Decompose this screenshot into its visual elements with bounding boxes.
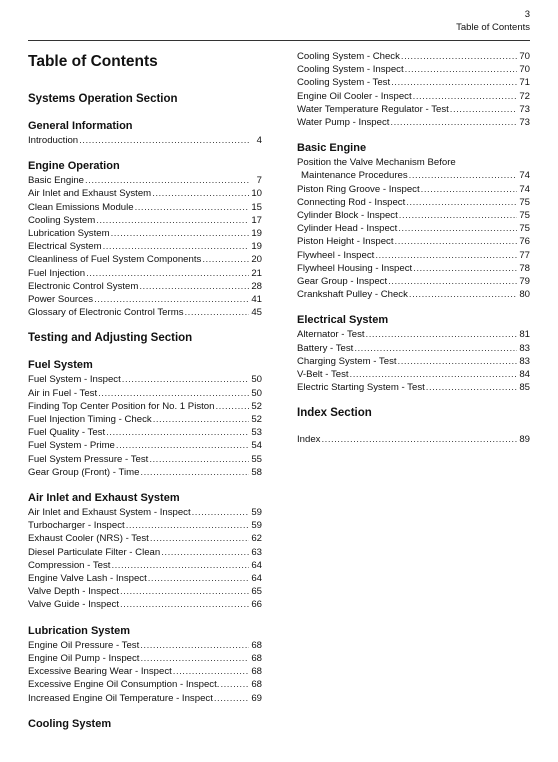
section-title-systems-operation: Systems Operation Section bbox=[28, 93, 178, 105]
dot-leader bbox=[120, 598, 249, 611]
dot-leader bbox=[401, 50, 517, 63]
group-cooling-system bbox=[28, 717, 262, 732]
toc-entry-label: Air Inlet and Exhaust System bbox=[28, 188, 152, 200]
toc-entry-page: 15 bbox=[251, 201, 262, 213]
dot-leader bbox=[139, 280, 249, 293]
toc-entry[interactable] bbox=[28, 506, 262, 519]
toc-entry[interactable] bbox=[28, 678, 262, 691]
dot-leader bbox=[85, 174, 249, 187]
toc-entry[interactable] bbox=[297, 262, 530, 275]
group-cooling-system-continued bbox=[297, 50, 530, 129]
toc-entry-label: Cooling System - Check bbox=[297, 51, 400, 62]
dot-leader bbox=[202, 253, 249, 266]
left-column bbox=[28, 50, 262, 744]
toc-entry-label: Fuel System - Prime bbox=[28, 440, 115, 452]
toc-entry-label: Turbocharger - Inspect bbox=[28, 520, 125, 532]
toc-entry-label: Electrical System bbox=[28, 241, 102, 253]
group-title: Electrical System bbox=[297, 314, 389, 327]
group-general-information bbox=[28, 119, 262, 147]
dot-leader bbox=[140, 466, 249, 479]
dot-leader bbox=[140, 652, 249, 665]
group-electrical-system bbox=[297, 313, 530, 394]
toc-entry[interactable] bbox=[297, 76, 530, 89]
toc-entry[interactable] bbox=[28, 466, 262, 479]
dot-leader bbox=[395, 235, 517, 248]
dot-leader bbox=[120, 585, 249, 598]
dot-leader bbox=[111, 227, 249, 240]
toc-entry-page: 28 bbox=[251, 280, 262, 292]
toc-entry-page: 77 bbox=[519, 249, 530, 261]
toc-entry-page: 52 bbox=[251, 414, 262, 426]
toc-entry[interactable] bbox=[28, 400, 262, 413]
toc-entry-label: Power Sources bbox=[28, 294, 94, 306]
toc-entry-label: Engine Oil Cooler - Inspect bbox=[297, 90, 412, 102]
toc-entry-label: Clean Emissions Module bbox=[28, 201, 134, 213]
toc-entry[interactable] bbox=[28, 598, 262, 611]
toc-entry-label: Flywheel Housing - Inspect bbox=[297, 262, 413, 274]
dot-leader bbox=[161, 546, 249, 559]
toc-entry[interactable] bbox=[28, 426, 262, 439]
toc-entry-label: Index bbox=[297, 434, 321, 446]
dot-leader bbox=[116, 439, 249, 452]
dot-leader bbox=[153, 413, 249, 426]
toc-entry[interactable] bbox=[28, 293, 262, 306]
toc-entry[interactable] bbox=[28, 532, 262, 545]
toc-entry-page: 59 bbox=[251, 507, 262, 519]
toc-entry[interactable] bbox=[297, 288, 530, 301]
toc-entry-label: Exhaust Cooler (NRS) - Test bbox=[28, 533, 149, 545]
toc-entry[interactable] bbox=[297, 355, 530, 368]
dot-leader bbox=[409, 169, 517, 182]
toc-entry-page: 83 bbox=[519, 342, 530, 354]
toc-entry[interactable] bbox=[297, 368, 530, 381]
dot-leader bbox=[215, 400, 249, 413]
toc-entry-page: 21 bbox=[251, 267, 262, 279]
toc-entry[interactable] bbox=[28, 174, 262, 187]
toc-entry-label: Connecting Rod - Inspect bbox=[297, 196, 406, 208]
dot-leader bbox=[350, 368, 517, 381]
dot-leader bbox=[126, 519, 249, 532]
group-title: Cooling System bbox=[28, 717, 112, 730]
dot-leader bbox=[405, 63, 517, 76]
toc-entry-page: 74 bbox=[519, 183, 530, 195]
toc-entry[interactable] bbox=[297, 50, 530, 63]
toc-entry-page: 78 bbox=[519, 262, 530, 274]
toc-entry-page: 50 bbox=[251, 374, 262, 386]
toc-entry-page: 45 bbox=[251, 307, 262, 319]
dot-leader bbox=[426, 381, 517, 394]
toc-entry-page: 64 bbox=[251, 573, 262, 585]
group-engine-operation bbox=[28, 159, 262, 319]
toc-entry-label: Gear Group - Inspect bbox=[297, 276, 388, 288]
toc-entry-label: Charging System - Test bbox=[297, 355, 397, 367]
toc-entry[interactable] bbox=[297, 433, 530, 446]
toc-entry-label: Piston Ring Groove - Inspect bbox=[297, 183, 420, 195]
toc-entry-page: 75 bbox=[519, 223, 530, 235]
group-fuel-system bbox=[28, 358, 262, 479]
toc-entry-page: 17 bbox=[251, 214, 262, 226]
dot-leader bbox=[150, 532, 249, 545]
toc-entry-page: 70 bbox=[519, 64, 530, 76]
toc-entry-page: 83 bbox=[519, 355, 530, 367]
toc-entry[interactable] bbox=[297, 116, 530, 129]
dot-leader bbox=[86, 267, 249, 280]
toc-entry-label: Piston Height - Inspect bbox=[297, 236, 394, 248]
toc-entry-page: 55 bbox=[251, 453, 262, 465]
page-number: 3 bbox=[524, 9, 530, 20]
toc-entry[interactable] bbox=[28, 546, 262, 559]
toc-entry-label: Water Temperature Regulator - Test bbox=[297, 103, 449, 115]
toc-entry[interactable] bbox=[297, 63, 530, 76]
toc-entry[interactable] bbox=[28, 559, 262, 572]
toc-entry-label: V-Belt - Test bbox=[297, 369, 349, 381]
toc-entry-page: 58 bbox=[251, 466, 262, 478]
toc-entry-page: 74 bbox=[519, 170, 530, 182]
toc-entry[interactable] bbox=[28, 692, 262, 705]
toc-entry-label: Fuel Quality - Test bbox=[28, 427, 106, 439]
toc-entry-page: 69 bbox=[251, 692, 262, 704]
dot-leader bbox=[185, 306, 249, 319]
toc-entry-page: 63 bbox=[251, 546, 262, 558]
toc-entry-label: Electronic Control System bbox=[28, 280, 139, 292]
dot-leader bbox=[399, 209, 517, 222]
toc-entry[interactable] bbox=[28, 134, 262, 147]
section-title-testing-adjusting: Testing and Adjusting Section bbox=[28, 332, 193, 345]
toc-entry-page: 7 bbox=[256, 175, 262, 187]
toc-entry-label: Battery - Test bbox=[297, 342, 354, 354]
dot-leader bbox=[94, 293, 249, 306]
toc-entry-label: Cylinder Head - Inspect bbox=[297, 223, 398, 235]
toc-entry-page: 68 bbox=[251, 679, 262, 691]
toc-entry-page: 19 bbox=[251, 228, 262, 240]
group-title: Lubrication System bbox=[28, 624, 131, 637]
group-index-section bbox=[297, 406, 530, 446]
toc-entry-label: Introduction bbox=[28, 135, 79, 146]
dot-leader bbox=[98, 387, 249, 400]
toc-entry-page: 54 bbox=[251, 440, 262, 452]
toc-entry-label: Glossary of Electronic Control Terms bbox=[28, 307, 184, 319]
dot-leader bbox=[398, 355, 517, 368]
toc-entry-label: Maintenance Procedures bbox=[301, 170, 408, 182]
dot-leader bbox=[391, 76, 517, 89]
dot-leader bbox=[388, 275, 517, 288]
toc-entry-page: 81 bbox=[519, 329, 530, 341]
toc-entry-page: 20 bbox=[251, 254, 262, 266]
toc-entry-label: Water Pump - Inspect bbox=[297, 117, 390, 129]
toc-entry[interactable] bbox=[28, 639, 262, 652]
toc-entry[interactable] bbox=[297, 156, 530, 182]
toc-entry-page: 71 bbox=[519, 77, 530, 89]
dot-leader bbox=[366, 328, 517, 341]
toc-entry[interactable] bbox=[297, 328, 530, 341]
dot-leader bbox=[421, 183, 517, 196]
toc-entry-label: Fuel Injection bbox=[28, 267, 86, 279]
toc-entry-page: 53 bbox=[251, 427, 262, 439]
group-basic-engine bbox=[297, 141, 530, 301]
toc-entry-page: 52 bbox=[251, 400, 262, 412]
toc-entry-label: Alternator - Test bbox=[297, 329, 365, 341]
toc-entry-label: Compression - Test bbox=[28, 559, 111, 571]
dot-leader bbox=[152, 187, 249, 200]
toc-entry-label: Finding Top Center Position for No. 1 Piston bbox=[28, 400, 215, 412]
toc-entry[interactable] bbox=[297, 235, 530, 248]
toc-entry-label: Electric Starting System - Test bbox=[297, 382, 425, 394]
toc-entry-page: 59 bbox=[251, 520, 262, 532]
toc-entry[interactable] bbox=[28, 227, 262, 240]
toc-entry-page: 64 bbox=[251, 559, 262, 571]
toc-entry[interactable] bbox=[297, 222, 530, 235]
toc-entry-page: 73 bbox=[519, 117, 530, 129]
toc-entry[interactable] bbox=[28, 240, 262, 253]
toc-entry[interactable] bbox=[28, 453, 262, 466]
toc-entry[interactable] bbox=[28, 267, 262, 280]
toc-entry-page: 84 bbox=[519, 369, 530, 381]
dot-leader bbox=[321, 433, 517, 446]
toc-entry[interactable] bbox=[297, 196, 530, 209]
header-rule bbox=[28, 40, 530, 41]
page-header bbox=[456, 8, 530, 34]
dot-leader bbox=[413, 90, 517, 103]
toc-entry[interactable] bbox=[297, 381, 530, 394]
dot-leader bbox=[106, 426, 249, 439]
toc-entry[interactable] bbox=[28, 519, 262, 532]
group-title: Basic Engine bbox=[297, 142, 367, 155]
toc-entry-label: Cleanliness of Fuel System Components bbox=[28, 254, 202, 266]
dot-leader bbox=[413, 262, 517, 275]
toc-entry-label: Valve Depth - Inspect bbox=[28, 586, 120, 598]
toc-entry-label: Excessive Bearing Wear - Inspect bbox=[28, 666, 172, 678]
dot-leader bbox=[111, 559, 249, 572]
group-title: Fuel System bbox=[28, 359, 93, 372]
toc-entry-page: 50 bbox=[251, 387, 262, 399]
running-title: Table of Contents bbox=[456, 22, 530, 33]
toc-entry-label: Diesel Particulate Filter - Clean bbox=[28, 546, 161, 558]
toc-entry-page: 10 bbox=[251, 188, 262, 200]
dot-leader bbox=[214, 692, 249, 705]
toc-entry[interactable] bbox=[28, 585, 262, 598]
dot-leader bbox=[79, 134, 249, 147]
toc-entry-page: 62 bbox=[251, 533, 262, 545]
toc-entry-label: Crankshaft Pulley - Check bbox=[297, 289, 408, 301]
dot-leader bbox=[390, 116, 517, 129]
page-title: Table of Contents bbox=[28, 53, 158, 70]
toc-entry[interactable] bbox=[297, 209, 530, 222]
toc-entry-label: Engine Valve Lash - Inspect bbox=[28, 573, 147, 585]
dot-leader bbox=[135, 201, 249, 214]
toc-entry-label: Excessive Engine Oil Consumption - Inspect. bbox=[28, 679, 220, 691]
dot-leader bbox=[450, 103, 517, 116]
toc-entry[interactable] bbox=[28, 665, 262, 678]
dot-leader bbox=[406, 196, 517, 209]
toc-entry[interactable] bbox=[297, 183, 530, 196]
toc-entry-page: 80 bbox=[519, 289, 530, 301]
toc-entry-label: Basic Engine bbox=[28, 175, 84, 187]
toc-entry-label: Fuel System Pressure - Test bbox=[28, 453, 149, 465]
group-title: General Information bbox=[28, 120, 133, 132]
toc-entry-page: 41 bbox=[251, 294, 262, 306]
dot-leader bbox=[140, 639, 249, 652]
toc-entry-page: 4 bbox=[256, 135, 262, 146]
toc-entry-page: 66 bbox=[251, 599, 262, 611]
toc-entry-page: 73 bbox=[519, 103, 530, 115]
toc-entry-label: Cylinder Block - Inspect bbox=[297, 210, 398, 222]
toc-entry[interactable] bbox=[28, 572, 262, 585]
group-lubrication-system bbox=[28, 624, 262, 705]
toc-entry-page: 19 bbox=[251, 241, 262, 253]
right-column bbox=[297, 50, 530, 459]
toc-entry-page: 70 bbox=[519, 51, 530, 62]
toc-entry-label: Cooling System - Inspect bbox=[297, 64, 404, 76]
toc-entry-label: Fuel Injection Timing - Check bbox=[28, 414, 152, 426]
group-title: Engine Operation bbox=[28, 160, 120, 173]
toc-entry-page: 68 bbox=[251, 652, 262, 664]
toc-entry[interactable] bbox=[28, 439, 262, 452]
toc-entry-label: Air in Fuel - Test bbox=[28, 387, 98, 399]
toc-entry[interactable] bbox=[297, 249, 530, 262]
toc-entry[interactable] bbox=[28, 187, 262, 200]
toc-entry-label: Flywheel - Inspect bbox=[297, 249, 375, 261]
section-title-index: Index Section bbox=[297, 407, 372, 420]
dot-leader bbox=[122, 373, 249, 386]
toc-entry[interactable] bbox=[297, 275, 530, 288]
toc-entry[interactable] bbox=[28, 652, 262, 665]
toc-entry[interactable] bbox=[28, 280, 262, 293]
toc-entry[interactable] bbox=[297, 103, 530, 116]
dot-leader bbox=[409, 288, 517, 301]
toc-entry-page: 75 bbox=[519, 196, 530, 208]
toc-entry-label: Cooling System - Test bbox=[297, 77, 391, 89]
dot-leader bbox=[103, 240, 249, 253]
toc-entry-page: 68 bbox=[251, 639, 262, 651]
toc-entry[interactable] bbox=[28, 201, 262, 214]
toc-entry-label: Air Inlet and Exhaust System - Inspect bbox=[28, 507, 191, 519]
toc-entry-label: Position the Valve Mechanism Before bbox=[297, 157, 456, 169]
toc-entry-page: 68 bbox=[251, 666, 262, 678]
dot-leader bbox=[375, 249, 517, 262]
dot-leader bbox=[148, 572, 249, 585]
toc-entry-page: 89 bbox=[519, 434, 530, 446]
toc-entry-page: 85 bbox=[519, 382, 530, 394]
toc-entry-label: Gear Group (Front) - Time bbox=[28, 466, 140, 478]
toc-entry[interactable] bbox=[28, 253, 262, 266]
dot-leader bbox=[173, 665, 249, 678]
toc-entry[interactable] bbox=[28, 387, 262, 400]
dot-leader bbox=[354, 342, 517, 355]
toc-entry[interactable] bbox=[28, 306, 262, 319]
toc-entry[interactable] bbox=[28, 373, 262, 386]
dot-leader bbox=[96, 214, 249, 227]
toc-entry[interactable] bbox=[28, 214, 262, 227]
toc-entry-label: Lubrication System bbox=[28, 228, 110, 240]
dot-leader bbox=[220, 678, 249, 691]
toc-entry-page: 79 bbox=[519, 276, 530, 288]
toc-entry-page: 72 bbox=[519, 90, 530, 102]
group-air-inlet-exhaust bbox=[28, 491, 262, 612]
toc-entry-label: Engine Oil Pump - Inspect bbox=[28, 652, 140, 664]
toc-entry-label: Fuel System - Inspect bbox=[28, 374, 121, 386]
toc-entry-label: Cooling System bbox=[28, 214, 96, 226]
group-title: Air Inlet and Exhaust System bbox=[28, 492, 180, 505]
toc-entry-page: 76 bbox=[519, 236, 530, 248]
toc-entry[interactable] bbox=[297, 342, 530, 355]
dot-leader bbox=[149, 453, 249, 466]
dot-leader bbox=[398, 222, 517, 235]
toc-entry[interactable] bbox=[297, 90, 530, 103]
toc-entry-label: Increased Engine Oil Temperature - Inspect bbox=[28, 692, 213, 704]
dot-leader bbox=[192, 506, 249, 519]
toc-entry-page: 65 bbox=[251, 586, 262, 598]
toc-entry[interactable] bbox=[28, 413, 262, 426]
toc-entry-label: Valve Guide - Inspect bbox=[28, 599, 120, 611]
toc-entry-label: Engine Oil Pressure - Test bbox=[28, 639, 140, 651]
toc-entry-page: 75 bbox=[519, 210, 530, 222]
